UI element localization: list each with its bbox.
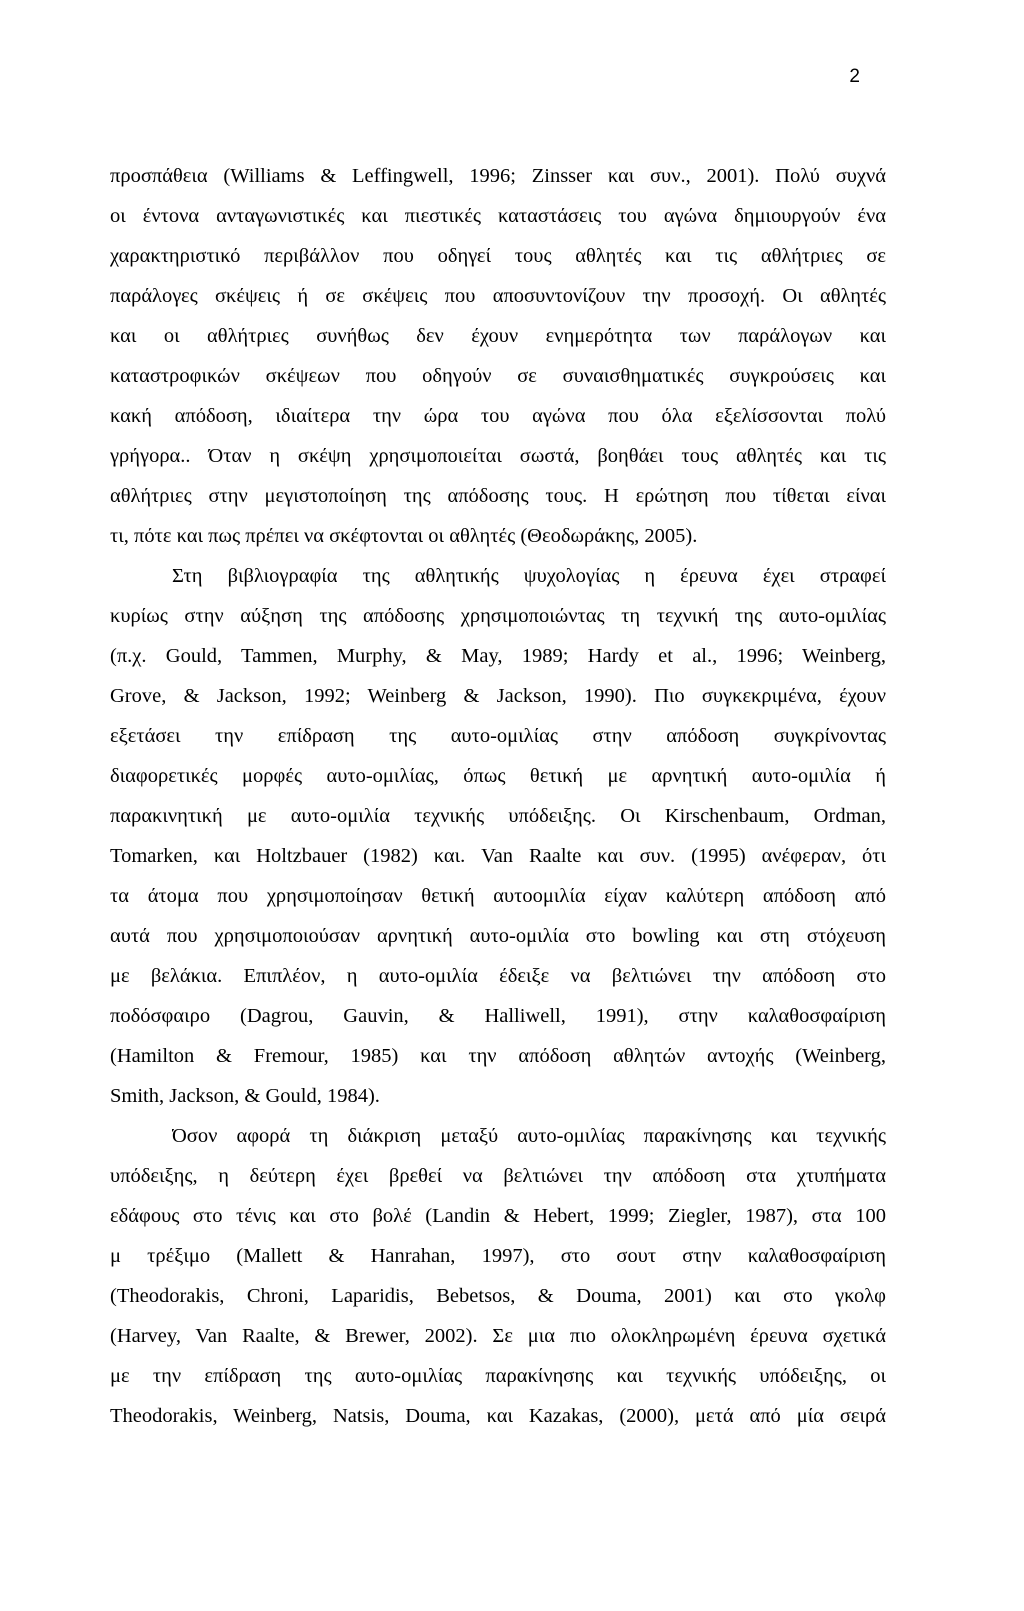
text-line: εδάφους στο τένις και στο βολέ (Landin & Hebert, 1999; Ziegler, 1987), στα 100 — [110, 1205, 886, 1227]
text-line: (Harvey, Van Raalte, & Brewer, 2002). Σε μια πιο ολοκληρωμένη έρευνα σχετικά — [110, 1325, 886, 1347]
text-line: τα άτομα που χρησιμοποίησαν θετική αυτοομιλία είχαν καλύτερη απόδοση από — [110, 885, 886, 907]
text-line: κακή απόδοση, ιδιαίτερα την ώρα του αγώνα που όλα εξελίσσονται πολύ — [110, 405, 886, 427]
text-line: καταστροφικών σκέψεων που οδηγούν σε συναισθηματικές συγκρούσεις και — [110, 365, 886, 387]
text-line: (Theodorakis, Chroni, Laparidis, Bebetsos, & Douma, 2001) και στο γκολφ — [110, 1285, 886, 1307]
text-line: παρακινητική με αυτο-ομιλία τεχνικής υπόδειξης. Οι Kirschenbaum, Ordman, — [110, 805, 886, 827]
text-line: προσπάθεια (Williams & Leffingwell, 1996; Zinsser και συν., 2001). Πολύ συχνά — [110, 165, 886, 187]
text-line: και οι αθλήτριες συνήθως δεν έχουν ενημερότητα των παράλογων και — [110, 325, 886, 347]
text-line: Tomarken, και Holtzbauer (1982) και. Van Raalte και συν. (1995) ανέφεραν, ότι — [110, 845, 886, 867]
text-line: εξετάσει την επίδραση της αυτο-ομιλίας στην απόδοση συγκρίνοντας — [110, 725, 886, 747]
text-line: Στη βιβλιογραφία της αθλητικής ψυχολογίας η έρευνα έχει στραφεί — [172, 565, 886, 587]
page-number: 2 — [849, 66, 860, 87]
text-line: ποδόσφαιρο (Dagrou, Gauvin, & Halliwell, 1991), στην καλαθοσφαίριση — [110, 1005, 886, 1027]
text-line: μ τρέξιμο (Mallett & Hanrahan, 1997), στο σουτ στην καλαθοσφαίριση — [110, 1245, 886, 1267]
text-line: Smith, Jackson, & Gould, 1984). — [110, 1085, 380, 1107]
text-line: υπόδειξης, η δεύτερη έχει βρεθεί να βελτιώνει την απόδοση στα χτυπήματα — [110, 1165, 886, 1187]
text-line: (Hamilton & Fremour, 1985) και την απόδοση αθλητών αντοχής (Weinberg, — [110, 1045, 886, 1067]
text-line: αθλήτριες στην μεγιστοποίηση της απόδοσης τους. Η ερώτηση που τίθεται είναι — [110, 485, 886, 507]
text-line: Theodorakis, Weinberg, Natsis, Douma, και Kazakas, (2000), μετά από μία σειρά — [110, 1405, 886, 1427]
text-line: κυρίως στην αύξηση της απόδοσης χρησιμοποιώντας τη τεχνική της αυτο-ομιλίας — [110, 605, 886, 627]
text-line: οι έντονα ανταγωνιστικές και πιεστικές καταστάσεις του αγώνα δημιουργούν ένα — [110, 205, 886, 227]
text-line: διαφορετικές μορφές αυτο-ομιλίας, όπως θετική με αρνητική αυτο-ομιλία ή — [110, 765, 886, 787]
text-line: Όσον αφορά τη διάκριση μεταξύ αυτο-ομιλίας παρακίνησης και τεχνικής — [172, 1125, 886, 1147]
text-line: (π.χ. Gould, Tammen, Murphy, & May, 1989; Hardy et al., 1996; Weinberg, — [110, 645, 886, 667]
text-line: γρήγορα.. Όταν η σκέψη χρησιμοποιείται σωστά, βοηθάει τους αθλητές και τις — [110, 445, 886, 467]
text-line: με την επίδραση της αυτο-ομιλίας παρακίνησης και τεχνικής υπόδειξης, οι — [110, 1365, 886, 1387]
text-line: τι, πότε και πως πρέπει να σκέφτονται οι αθλητές (Θεοδωράκης, 2005). — [110, 525, 698, 547]
text-line: με βελάκια. Επιπλέον, η αυτο-ομιλία έδειξε να βελτιώνει την απόδοση στο — [110, 965, 886, 987]
text-line: Grove, & Jackson, 1992; Weinberg & Jackson, 1990). Πιο συγκεκριμένα, έχουν — [110, 685, 886, 707]
text-line: χαρακτηριστικό περιβάλλον που οδηγεί τους αθλητές και τις αθλήτριες σε — [110, 245, 886, 267]
text-line: παράλογες σκέψεις ή σε σκέψεις που αποσυντονίζουν την προσοχή. Οι αθλητές — [110, 285, 886, 307]
text-line: αυτά που χρησιμοποιούσαν αρνητική αυτο-ομιλία στο bowling και στη στόχευση — [110, 925, 886, 947]
